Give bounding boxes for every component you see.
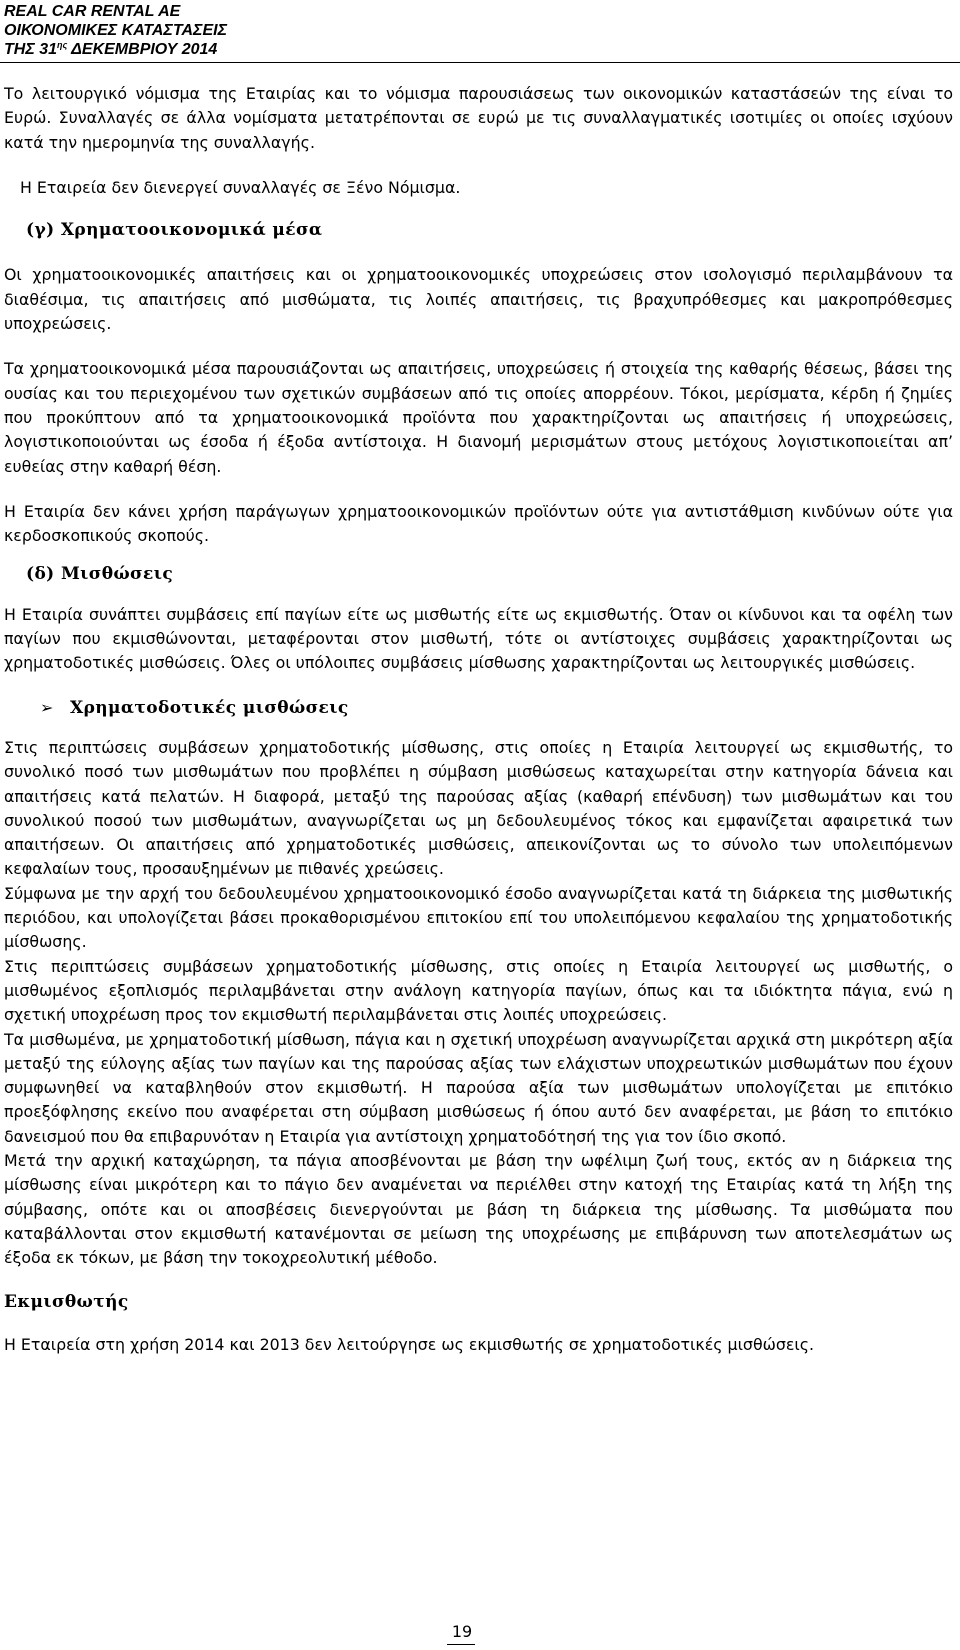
report-date-sup: ης bbox=[57, 40, 68, 50]
section-heading-financial-instruments: (γ) Χρηματοοικονομικά μέσα bbox=[26, 220, 323, 241]
page-number-underline bbox=[447, 1644, 475, 1645]
financial-instruments-paragraph-3: Η Εταιρία δεν κάνει χρήση παράγωγων χρηματοοικονομικών προϊόντων ούτε για αντιστάθμιση κινδύνων ούτε για κερδοσκοπικούς σκοπούς. bbox=[4, 501, 953, 546]
header-divider bbox=[0, 62, 960, 63]
financial-leases-heading-text: Χρηματοδοτικές μισθώσεις bbox=[70, 697, 349, 718]
financial-leases-paragraph-2: Σύμφωνα με την αρχή του δεδουλευμένου χρηματοοικονομικό έσοδο αναγνωρίζεται κατά τη διάρκεια της μισθωτικής περιόδου, και υπολογίζεται βάσει προκαθορισμένου επιτοκίου επί του υπολειπόμενου κεφαλαίου της χρηματοδοτικής μίσθωσης. bbox=[4, 883, 953, 952]
lessor-paragraph: Η Εταιρεία στη χρήση 2014 και 2013 δεν λειτούργησε ως εκμισθωτής σε χρηματοδοτικές μισθώσεις. bbox=[4, 1334, 815, 1354]
subsection-heading-financial-leases bbox=[40, 696, 953, 720]
leases-paragraph: Η Εταιρία συνάπτει συμβάσεις επί παγίων είτε ως μισθωτής είτε ως εκμισθωτής. Όταν οι κίνδυνοι και τα οφέλη των παγίων που εκμισθώνονται, μεταφέρονται στον μισθωτή, τότε οι αντίστοιχες συμβάσεις χαρακτηρίζονται ως χρηματοδοτικές μισθώσεις. Όλες οι υπόλοιπες συμβάσεις μίσθωσης χαρακτηρίζονται ως λειτουργικές μισθώσεις. bbox=[4, 604, 953, 673]
foreign-currency-note: Η Εταιρεία δεν διενεργεί συναλλαγές σε Ξένο Νόμισμα. bbox=[20, 177, 461, 197]
section-heading-leases: (δ) Μισθώσεις bbox=[26, 564, 174, 585]
financial-leases-paragraph-4: Τα μισθωμένα, με χρηματοδοτική μίσθωση, πάγια και η σχετική υποχρέωση αναγνωρίζεται αρχικά στη μικρότερη αξία μεταξύ της εύλογης αξίας των παγίων και της παρούσας αξίας των ελάχιστων υποχρεωτικών μισθωμάτων που έχουν συμφωνηθεί να καταβληθούν στον εκμισθωτή. Η παρούσα αξία των μισθωμάτων υπολογίζεται με επιτόκιο προεξόφλησης εκείνο που αναφέρεται στη σύμβαση μισθώσεως ή όπου αυτό δεν αναφέρεται, με βάση το επιτόκιο δανεισμού που θα επιβαρυνόταν η Εταιρία για αντίστοιχη χρηματοδότησή της για τον ίδιο σκοπό. bbox=[4, 1029, 953, 1146]
financial-leases-paragraph-3: Στις περιπτώσεις συμβάσεων χρηματοδοτικής μίσθωσης, στις οποίες η Εταιρία λειτουργεί ως μισθωτής, ο μισθωμένος εξοπλισμός περιλαμβάνεται στην ανάλογη κατηγορία παγίων, όπως και τα ιδιόκτητα πάγια, ενώ η σχετική υποχρέωση προς τον εκμισθωτή περιλαμβάνεται στις λοιπές υποχρεώσεις. bbox=[4, 956, 953, 1025]
page-number: 19 bbox=[451, 1622, 473, 1641]
report-date bbox=[4, 40, 227, 59]
report-date-suffix: ΔΕΚΕΜΒΡΙΟΥ 2014 bbox=[67, 41, 218, 58]
report-title: ΟΙΚΟΝΟΜΙΚΕΣ ΚΑΤΑΣΤΑΣΕΙΣ bbox=[4, 22, 228, 39]
financial-instruments-paragraph-2: Τα χρηματοοικονομικά μέσα παρουσιάζονται ως απαιτήσεις, υποχρεώσεις ή στοιχεία της καθαρής θέσεως, βάσει της ουσίας και του περιεχομένου των σχετικών συμβάσεων από τις οποίες απορρέουν. Τόκοι, μερίσματα, κέρδη ή ζημίες που προκύπτουν από τα χρηματοοικονομικά προϊόντα που χαρακτηρίζονται ως απαιτήσεις ή υποχρεώσεις, λογιστικοποιούνται ως έσοδα ή έξοδα αντίστοιχα. Η διανομή μερισμάτων στους μετόχους λογιστικοποιείται απ’ ευθείας στην καθαρή θέση. bbox=[4, 359, 953, 476]
company-name: REAL CAR RENTAL AE bbox=[4, 3, 181, 20]
currency-paragraph: Το λειτουργικό νόμισμα της Εταιρίας και το νόμισμα παρουσιάσεως των οικονομικών καταστάσεών της είναι το Ευρώ. Συναλλαγές σε άλλα νομίσματα μετατρέπονται σε ευρώ με τις συναλλαγματικές ισοτιμίες οι οποίες ισχύουν κατά την ημερομηνία της συναλλαγής. bbox=[4, 84, 953, 152]
financial-instruments-paragraph-1: Οι χρηματοοικονομικές απαιτήσεις και οι χρηματοοικονομικές υποχρεώσεις στον ισολογισμό περιλαμβάνουν τα διαθέσιμα, τις απαιτήσεις από μισθώματα, τις λοιπές απαιτήσεις, τις βραχυπρόθεσμες και μακροπρόθεσμες υποχρεώσεις. bbox=[4, 265, 953, 334]
financial-leases-paragraph-1: Στις περιπτώσεις συμβάσεων χρηματοδοτικής μίσθωσης, στις οποίες η Εταιρία λειτουργεί ως εκμισθωτής, το συνολικό ποσό των μισθωμάτων που προβλέπει η σύμβαση μισθώσεως καταχωρείται στην κατηγορία δάνεια και απαιτήσεις κατά πελατών. Η διαφορά, μεταξύ της παρούσας αξίας (καθαρή επένδυση) των μισθωμάτων και του συνολικού ποσού των μισθωμάτων, αναγνωρίζεται ως μη δεδουλευμένος τόκος και εμφανίζεται αφαιρετικά των απαιτήσεων. Οι απαιτήσεις από χρηματοδοτικές μισθώσεις, απεικονίζονται ως το σύνολο των υπολειπόμενων κεφαλαίων τους, προσαυξημένων με πιθανές χρεώσεις. bbox=[4, 737, 953, 879]
report-date-prefix: ΤΗΣ 31 bbox=[4, 41, 58, 58]
subsection-heading-lessor: Εκμισθωτής bbox=[4, 1292, 129, 1313]
page-header bbox=[4, 2, 227, 59]
financial-leases-paragraph-5: Μετά την αρχική καταχώρηση, τα πάγια αποσβένονται με βάση την ωφέλιμη ζωή τους, εκτός αν η διάρκεια της μίσθωσης είναι μικρότερη και το πάγιο δεν αναμένεται να περιέλθει στην κατοχή της Εταιρίας κατά τη λήξη της σύμβασης, οπότε και οι αποσβέσεις διενεργούνται με βάση τη διάρκεια της μίσθωσης. Τα μισθώματα που καταβάλλονται στον εκμισθωτή κατανέμονται σε μείωση της υποχρέωσης με επιβάρυνση των αποτελεσμάτων ως έξοδα εκ τόκων, με βάση την τοκοχρεολυτική μέθοδο. bbox=[4, 1150, 953, 1268]
arrow-bullet-icon: ➢ bbox=[40, 697, 54, 717]
document-body bbox=[4, 82, 953, 1357]
